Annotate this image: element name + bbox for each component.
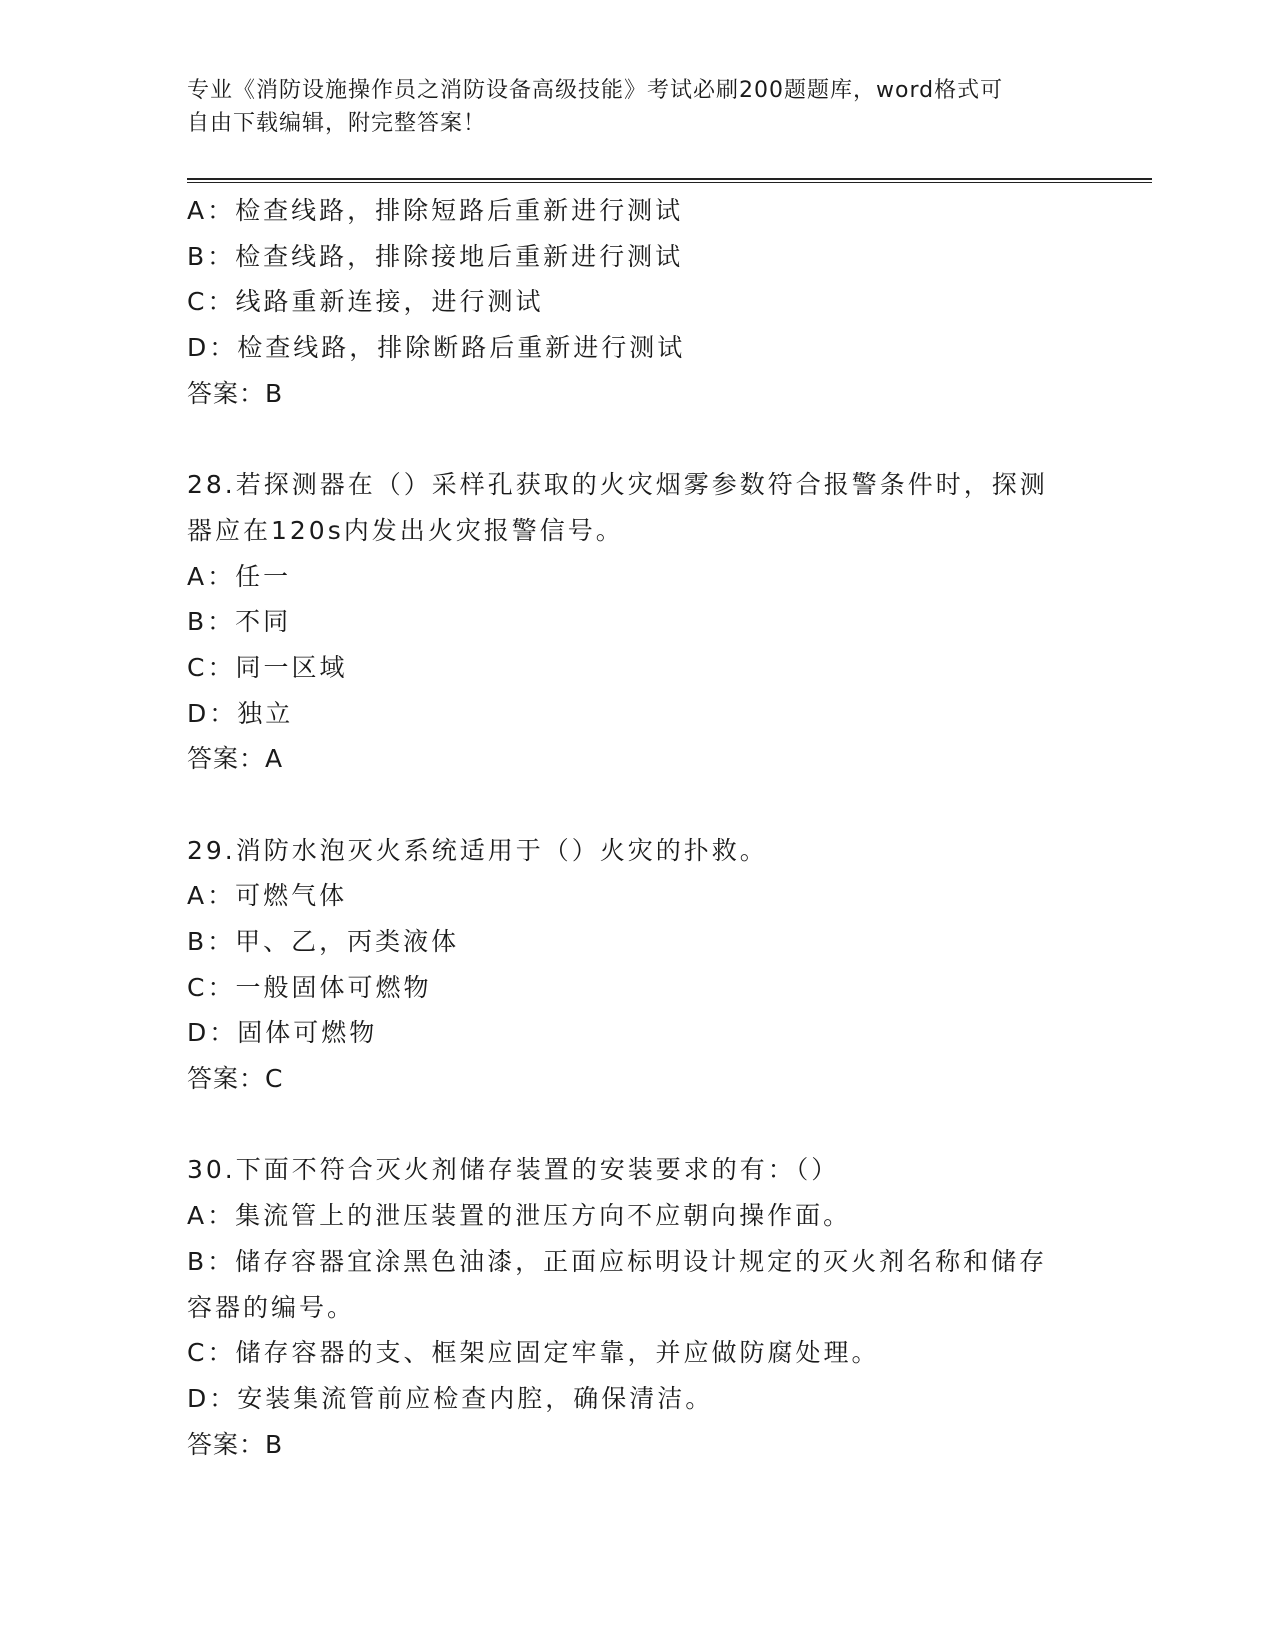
- option-c: C：线路重新连接，进行测试: [187, 287, 544, 317]
- option-b: B：储存容器宜涂黑色油漆，正面应标明设计规定的灭火剂名称和储存: [187, 1246, 1048, 1276]
- header-line-2: 自由下载编辑，附完整答案！: [187, 111, 487, 136]
- document-header: [187, 74, 1067, 140]
- option-c: C：储存容器的支、框架应固定牢靠，并应做防腐处理。: [187, 1338, 880, 1368]
- spacer: [187, 1102, 1087, 1148]
- option-d: D：独立: [187, 698, 294, 728]
- option-d: D：固体可燃物: [187, 1018, 378, 1048]
- question-stem-line: 30.下面不符合灭火剂储存装置的安装要求的有：（）: [187, 1155, 840, 1185]
- option-a: A：检查线路，排除短路后重新进行测试: [187, 196, 684, 225]
- option-b-continued: 容器的编号。: [187, 1292, 356, 1322]
- question-30: [187, 1147, 1087, 1467]
- option-b: B：甲、乙，丙类液体: [187, 927, 460, 956]
- option-b: B：检查线路，排除接地后重新进行测试: [187, 241, 684, 271]
- option-d: D：安装集流管前应检查内腔，确保清洁。: [187, 1383, 714, 1413]
- question-28: [187, 462, 1087, 782]
- question-29: [187, 828, 1087, 1102]
- option-c: C：同一区域: [187, 652, 348, 682]
- answer-line: 答案：C: [187, 1064, 284, 1094]
- question-list: [187, 188, 1087, 1467]
- header-line-1: 专业《消防设施操作员之消防设备高级技能》考试必刷200题题库，word格式可: [187, 78, 1004, 103]
- spacer: [187, 416, 1087, 462]
- option-a: A：集流管上的泄压装置的泄压方向不应朝向操作面。: [187, 1201, 852, 1231]
- question-27-continued: [187, 188, 1087, 416]
- answer-line: 答案：B: [187, 378, 284, 408]
- option-d: D：检查线路，排除断路后重新进行测试: [187, 333, 686, 363]
- option-a: A：任一: [187, 561, 292, 591]
- option-c: C：一般固体可燃物: [187, 972, 432, 1002]
- answer-line: 答案：B: [187, 1429, 284, 1459]
- question-stem-line: 器应在120s内发出火灾报警信号。: [187, 515, 624, 545]
- question-stem-line: 29.消防水泡灭火系统适用于（）火灾的扑救。: [187, 835, 768, 865]
- option-a: A：可燃气体: [187, 881, 348, 911]
- answer-line: 答案：A: [187, 744, 284, 774]
- spacer: [187, 782, 1087, 828]
- header-divider: [187, 178, 1152, 183]
- question-stem-line: 28.若探测器在（）采样孔获取的火灾烟雾参数符合报警条件时，探测: [187, 470, 1048, 500]
- option-b: B：不同: [187, 607, 292, 637]
